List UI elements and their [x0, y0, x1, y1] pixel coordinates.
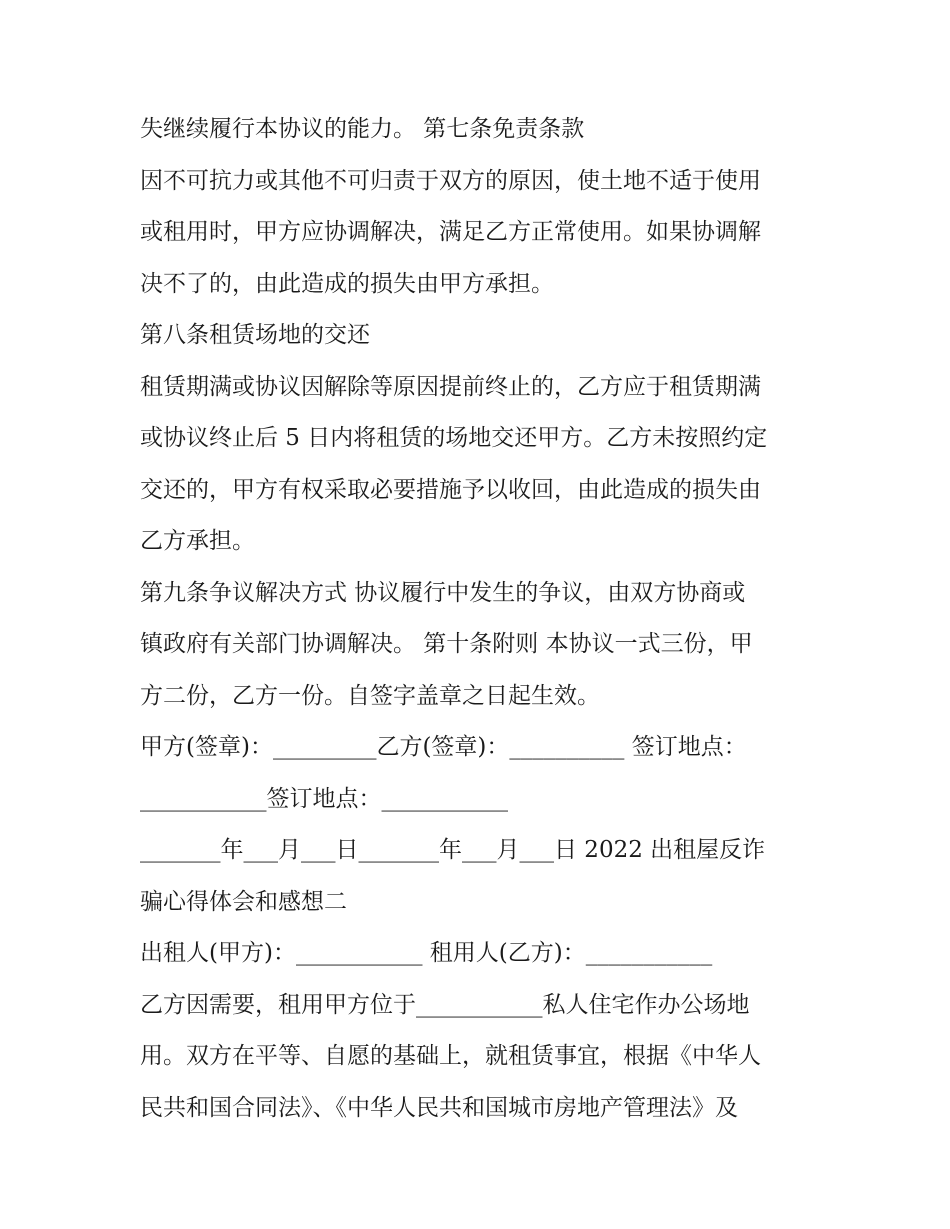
text-line: 第九条争议解决方式 协议履行中发生的争议，由双方协商或 — [140, 579, 746, 606]
text-line: 乙方因需要，租用甲方位于___________私人住宅作办公场地 — [140, 991, 750, 1018]
date-line: _______年___月___日_______年___月___日 2022 出租屋反诈 — [140, 837, 766, 863]
text-line: 租赁期满或协议因解除等原因提前终止的，乙方应于租赁期满 — [140, 373, 761, 400]
signature-line: 甲方(签章)：_________乙方(签章)：__________ 签订地点： — [140, 734, 747, 760]
text-line: 因不可抗力或其他不可归责于双方的原因，使土地不适于使用 — [140, 167, 761, 194]
document-body — [140, 104, 820, 1134]
section-heading: 第八条租赁场地的交还 — [140, 322, 370, 348]
text-line: 失继续履行本协议的能力。 第七条免责条款 — [140, 116, 585, 142]
text-line: 方二份，乙方一份。自签字盖章之日起生效。 — [140, 682, 600, 709]
text-line: 交还的，甲方有权采取必要措施予以收回，由此造成的损失由 — [140, 476, 761, 503]
party-line: 出租人(甲方)：___________ 租用人(乙方)：___________ — [140, 940, 713, 966]
text-line: 决不了的，由此造成的损失由甲方承担。 — [140, 270, 554, 297]
text-line: 或协议终止后 5 日内将租赁的场地交还甲方。乙方未按照约定 — [140, 425, 768, 451]
text-line: 用。双方在平等、自愿的基础上，就租赁事宜，根据《中华人 — [140, 1043, 761, 1069]
text-line: 乙方承担。 — [140, 528, 255, 554]
section-heading: 骗心得体会和感想二 — [140, 888, 347, 915]
signature-line: ___________签订地点：___________ — [140, 785, 508, 812]
text-line: 民共和国合同法》、《中华人民共和国城市房地产管理法》及 — [140, 1094, 738, 1121]
text-line: 镇政府有关部门协调解决。 第十条附则 本协议一式三份，甲 — [140, 631, 753, 657]
text-line: 或租用时，甲方应协调解决，满足乙方正常使用。如果协调解 — [140, 219, 761, 245]
